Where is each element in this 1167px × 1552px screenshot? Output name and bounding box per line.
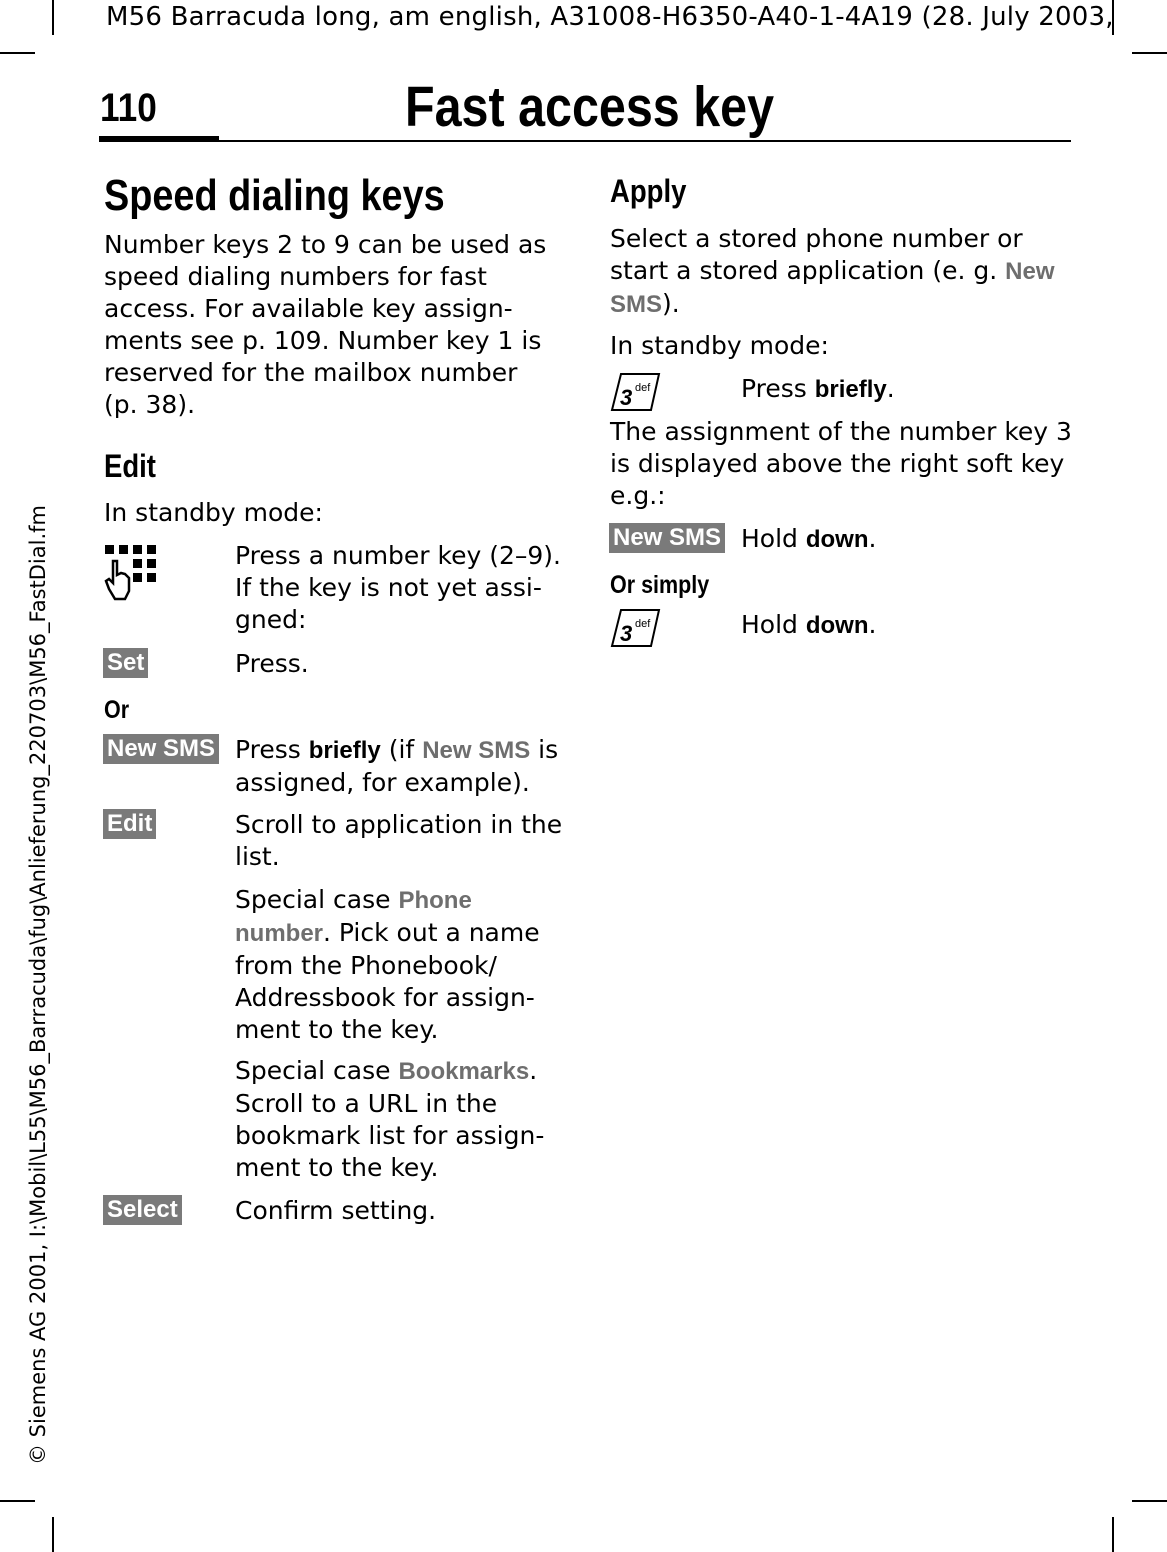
number-key-3-icon xyxy=(609,607,663,653)
page-number: 110 xyxy=(100,86,157,130)
title-rule xyxy=(99,140,1071,142)
assignment-paragraph: The assignment of the number key 3 is displayed above the right soft key e.g.: xyxy=(610,417,1072,510)
subheading-apply: Apply xyxy=(610,173,687,209)
crop-mark xyxy=(1132,52,1167,54)
set-description: Press. xyxy=(235,649,309,678)
document-header: M56 Barracuda long, am english, A31008-H6350-A40-1-4A19 (28. July 2003, xyxy=(106,2,1114,32)
special-case-phone-number: Special case Phone number. Pick out a name from the Phonebook/ Addressbook for assign- ment to the key. xyxy=(235,885,540,1044)
or-simply-label: Or simply xyxy=(610,571,710,599)
keypad-icon xyxy=(103,543,159,609)
softkey-edit: Edit xyxy=(103,809,156,839)
crop-mark xyxy=(52,1517,54,1552)
page-title: Fast access key xyxy=(405,75,775,139)
svg-text:3: 3 xyxy=(620,385,633,410)
press-briefly-text: Press briefly. xyxy=(741,374,895,403)
hold-down-text: Hold down. xyxy=(741,524,877,553)
softkey-new-sms-right: New SMS xyxy=(609,523,725,553)
subheading-edit: Edit xyxy=(104,448,156,484)
standby-label-right: In standby mode: xyxy=(610,331,829,360)
or-label: Or xyxy=(104,696,130,724)
copyright-sidebar: © Siemens AG 2001, I:\Mobil\L55\M56_Barracuda\fug\Anlieferung_220703\M56_FastDial.fm xyxy=(26,505,50,1465)
special-case-bookmarks: Special case Bookmarks. Scroll to a URL in the bookmark list for assign- ment to the key. xyxy=(235,1056,545,1182)
softkey-select: Select xyxy=(103,1195,182,1225)
softkey-new-sms: New SMS xyxy=(103,734,219,764)
edit-description: Scroll to application in the list. xyxy=(235,810,563,871)
hold-down-text-2: Hold down. xyxy=(741,610,877,639)
new-sms-description: Press briefly (if New SMS is assigned, for example). xyxy=(235,735,559,797)
crop-mark xyxy=(52,0,54,35)
select-description: Confirm setting. xyxy=(235,1196,437,1225)
section-heading-speed-dialing: Speed dialing keys xyxy=(104,171,445,220)
softkey-set: Set xyxy=(103,648,148,678)
crop-mark xyxy=(0,1500,35,1502)
step-press-number-key: Press a number key (2–9). If the key is not yet assi- gned: xyxy=(235,541,562,634)
crop-mark xyxy=(0,52,35,54)
svg-text:def: def xyxy=(635,618,651,630)
standby-label: In standby mode: xyxy=(104,498,323,527)
apply-intro: Select a stored phone number or start a stored application (e. g. New SMS). xyxy=(610,224,1055,318)
intro-paragraph: Number keys 2 to 9 can be used as speed dialing numbers for fast access. For available key assign- ments see p. 109. Number key 1 is reserved for the mailbox number (p. 38). xyxy=(104,230,547,419)
crop-mark xyxy=(1112,1517,1114,1552)
svg-text:def: def xyxy=(635,382,651,394)
number-key-3-icon xyxy=(609,371,663,417)
svg-text:3: 3 xyxy=(620,621,633,646)
crop-mark xyxy=(1132,1500,1167,1502)
